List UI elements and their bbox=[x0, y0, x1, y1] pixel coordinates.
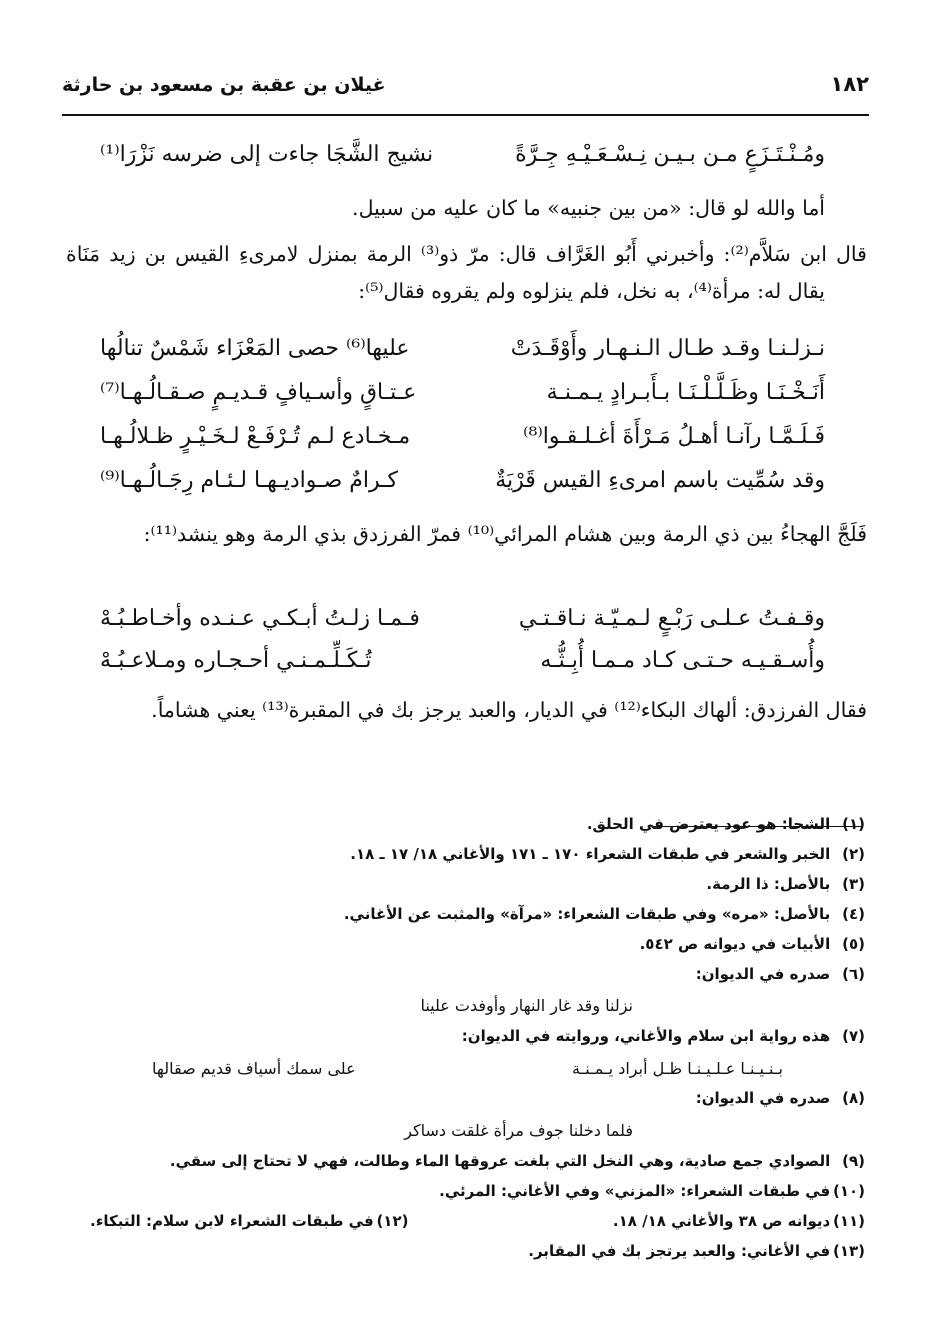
footnote-row bbox=[80, 1212, 865, 1238]
verse-hemistich-first: وأُسـقـيـه حـتـى كـاد مـمـا أُبِـثُّـه bbox=[540, 648, 825, 673]
verse-hemistich-first: نـزلـنـا وقـد طـال الـنـهـار وأَوْقَـدَتْ bbox=[510, 336, 825, 361]
footnote-number: (١٢) bbox=[376, 1212, 409, 1230]
verse-line bbox=[100, 380, 825, 420]
verse-line bbox=[100, 424, 825, 464]
verse-hemistich-first: فَـلَـمَّـا رآنـا أهـلُ مَـرْأَةَ أغـلـقـوا⁽⁸⁾ bbox=[523, 424, 825, 449]
footnote-text: صدره في الديوان: bbox=[695, 1089, 831, 1107]
footnote bbox=[80, 1089, 865, 1115]
footnote-number: (٧) bbox=[842, 1027, 865, 1045]
page-number: ١٨٢ bbox=[830, 72, 869, 96]
paragraph-text: فَلَجَّ الهجاءُ بين ذي الرمة وبين هشام المرائي⁽¹⁰⁾ فمرّ الفرزدق بذي الرمة وهو ينشد⁽¹¹⁾: bbox=[143, 522, 867, 546]
footnote-number: (٩) bbox=[842, 1152, 865, 1170]
footnote-text: الخبر والشعر في طبقات الشعراء ١٧٠ ـ ١٧١ والأغاني ١٨/ ١٧ ـ ١٨. bbox=[350, 845, 831, 863]
footnote bbox=[80, 1152, 865, 1178]
verse-line bbox=[100, 648, 825, 688]
footnote-verse-first: بـنـيـنـا عـلـيـنـا ظـل أبراد يـمـنـة bbox=[571, 1059, 783, 1078]
footnote-number: (٦) bbox=[842, 965, 865, 983]
verse-hemistich-second: نشيج الشَّجَا جاءت إلى ضرسه نَزْرَا⁽¹⁾ bbox=[100, 142, 434, 167]
footnote-number: (١١) bbox=[832, 1212, 865, 1230]
paragraph bbox=[66, 236, 867, 310]
verse-hemistich-first: وقـفـتُ عـلـى رَبْـعٍ لـمـيّـة نـاقـتـي bbox=[518, 606, 825, 631]
footnote-number: (٤) bbox=[842, 905, 865, 923]
footnote-text: في طبقات الشعراء لابن سلام: التبكاء. bbox=[90, 1212, 374, 1230]
footnote-text: صدره في الديوان: bbox=[695, 965, 831, 983]
footnote-verse: نزلنا وقد غار النهار وأوفدت علينا bbox=[420, 996, 633, 1015]
footnote-verse: فلما دخلنا جوف مرأة غلقت دساكر bbox=[404, 1121, 633, 1140]
running-header bbox=[62, 62, 869, 108]
footnote-number: (٣) bbox=[842, 875, 865, 893]
footnote-text: بالأصل: «مره» وفي طبقات الشعراء: «مرآة» والمثبت عن الأغاني. bbox=[343, 905, 831, 923]
paragraph bbox=[66, 692, 867, 729]
footnote-text: هذه رواية ابن سلام والأغاني، وروايته في الديوان: bbox=[461, 1027, 831, 1045]
footnote bbox=[90, 1212, 408, 1230]
verse-hemistich-second: كـرامٌ صـواديـهـا لـئـام رِجَـالُـهـا⁽⁹⁾ bbox=[100, 468, 399, 493]
paragraph: أما والله لو قال: «من بين جنبيه» ما كان عليه من سبيل. bbox=[352, 196, 825, 220]
verse-hemistich-first: وقد سُمِّيت باسم امرىءِ القيس قَرْيَةٌ bbox=[495, 468, 825, 493]
verse-hemistich-second: تُـكَـلِّـمـنـي أحـجـاره ومـلاعـبُـهْ bbox=[100, 648, 372, 673]
footnote-number: (١٠) bbox=[832, 1182, 865, 1200]
footnote bbox=[80, 1027, 865, 1053]
footnote bbox=[80, 845, 865, 871]
verse-hemistich-second: فـمـا زلـتُ أبـكـي عـنـده وأخـاطـبُـهْ bbox=[100, 606, 420, 631]
footnote-number: (٨) bbox=[842, 1089, 865, 1107]
verse-hemistich-second: مـخـادع لـم تُـرْفَـعْ لـخَـيْـرٍ ظـلالُـهـا bbox=[100, 424, 411, 449]
verse-hemistich-second: عليها⁽⁶⁾ حصى المَعْزَاء شَمْسٌ تنالُها bbox=[100, 336, 410, 361]
footnote bbox=[80, 935, 865, 961]
footnote-text: ديوانه ص ٣٨ والأغاني ١٨/ ١٨. bbox=[612, 1212, 831, 1230]
footnote-text: الشجا: هو عود يعترض في الحلق. bbox=[586, 815, 831, 833]
running-title: غيلان بن عقبة بن مسعود بن حارثة bbox=[62, 74, 386, 96]
paragraph-text: فقال الفرزدق: ألهاك البكاء⁽¹²⁾ في الديار، والعبد يرجز بك في المقبرة⁽¹³⁾ يعني هشاماً. bbox=[151, 698, 867, 722]
footnote bbox=[80, 1242, 865, 1268]
footnote bbox=[80, 1182, 865, 1208]
footnote-number: (١٣) bbox=[832, 1242, 865, 1260]
footnote bbox=[80, 815, 865, 841]
footnote-text: بالأصل: ذا الرمة. bbox=[706, 875, 831, 893]
footnote-number: (١) bbox=[842, 815, 865, 833]
paragraph-text: قال ابن سَلاَّم⁽²⁾: وأخبرني أَبُو الغَرَّاف قال: مرّ ذو⁽³⁾ الرمة بمنزل لامرىءِ القيس بن زيد مَنَاة يقال له: مرأة⁽⁴⁾، به نخل، فلم ينزلوه ولم يقروه فقال⁽⁵⁾: bbox=[66, 242, 867, 303]
footnote-text: الأبيات في ديوانه ص ٥٤٢. bbox=[639, 935, 831, 953]
footnote-text: في طبقات الشعراء: «المزني» وفي الأغاني: المرئي. bbox=[439, 1182, 831, 1200]
footnote-number: (٥) bbox=[842, 935, 865, 953]
footnote-verse-second: على سمك أسياف قديم صقالها bbox=[152, 1059, 356, 1078]
footnote-text: الصوادي جمع صادية، وهي النخل التي بلغت عروقها الماء وطالت، فهي لا تحتاج إلى سقي. bbox=[169, 1152, 831, 1170]
verse-line bbox=[100, 468, 825, 508]
paragraph bbox=[66, 516, 867, 553]
verse-hemistich-first: ومُـنْـتَـزَعٍ مـن بـيـن نِـسْـعَـيْـهِ جِـرَّةً bbox=[515, 142, 825, 167]
footnote-text: في الأغاني: والعبد يرتجز بك في المقابر. bbox=[528, 1242, 831, 1260]
footnote bbox=[80, 875, 865, 901]
footnote-number: (٢) bbox=[842, 845, 865, 863]
verse-line bbox=[100, 606, 825, 646]
verse-line bbox=[100, 336, 825, 376]
footnote bbox=[613, 1212, 865, 1230]
verse-hemistich-first: أَنَـخْـنَـا وظَـلَّـلْـنَـا بـأَبـرادٍ يـمـنـة bbox=[546, 380, 825, 405]
footnote bbox=[80, 905, 865, 931]
verse-line bbox=[100, 142, 825, 182]
footnote bbox=[80, 965, 865, 991]
verse-hemistich-second: عـتـاقٍ وأسـيافٍ قـديـمٍ صـقـالُـهـا⁽⁷⁾ bbox=[100, 380, 417, 405]
header-rule bbox=[62, 114, 869, 116]
